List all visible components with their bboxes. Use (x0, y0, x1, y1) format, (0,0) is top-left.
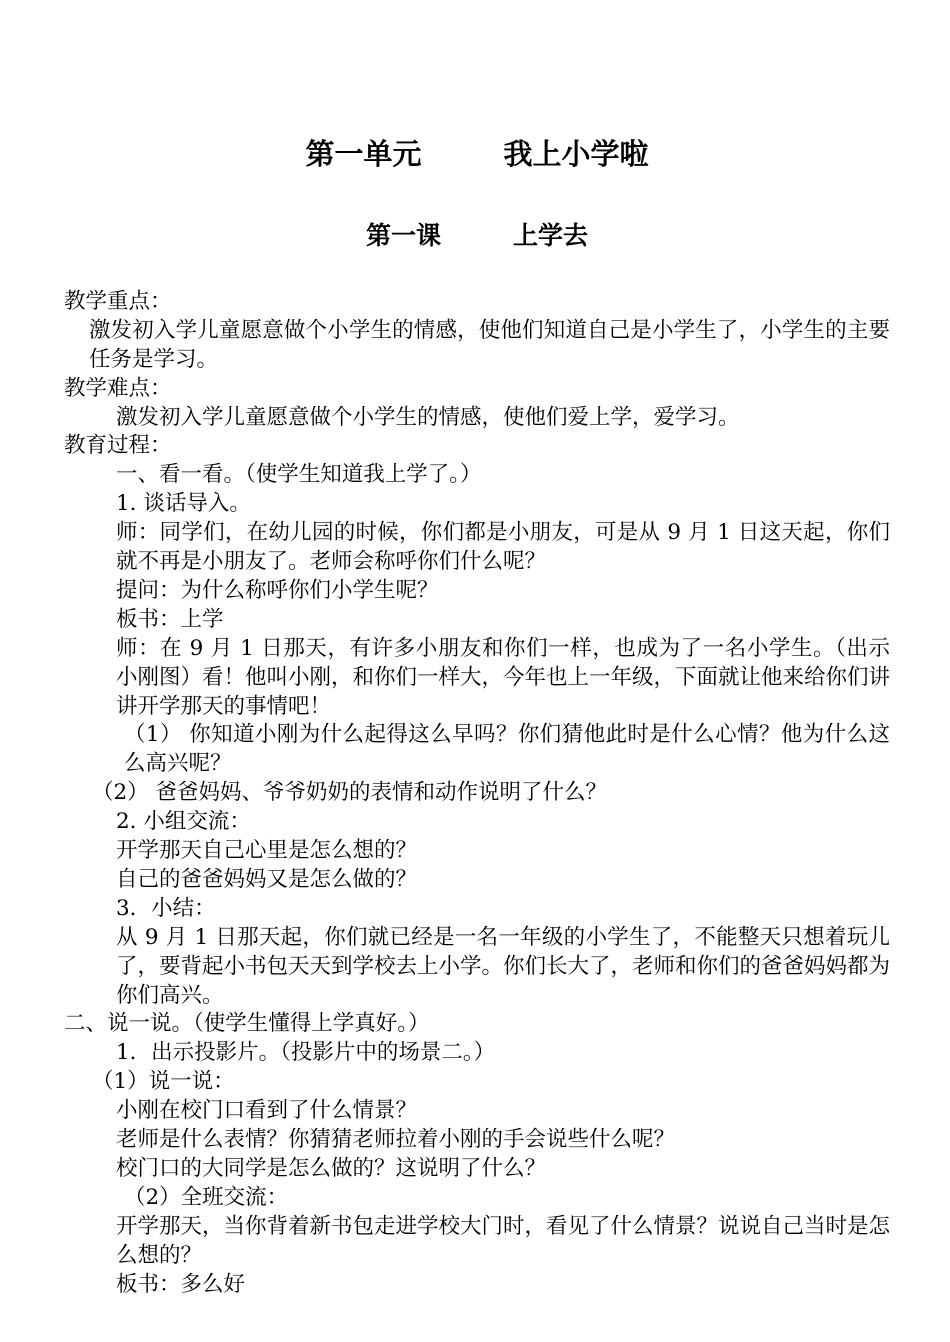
document-page (64, 0, 890, 1342)
unit-title-number: 第一单元 (305, 137, 422, 171)
body-line: （2） 爸爸妈妈、爷爷奶奶的表情和动作说明了什么？ (92, 780, 608, 806)
body-line: 二、说一说。（使学生懂得上学真好。） (64, 1011, 430, 1037)
body-line: 板书：上学 (116, 606, 224, 632)
body-paragraph: 师：在 9 月 1 日那天，有许多小朋友和你们一样，也成为了一名小学生。（出示小刚图）看！他叫小刚，和你们一样大，今年也上一年级，下面就让他来给你们讲讲开学那天的事情吧！ (116, 635, 891, 719)
body-paragraph: （1） 你知道小刚为什么起得这么早吗？你们猜他此时是什么心情？他为什么这么高兴呢？ (124, 722, 890, 777)
lesson-title (64, 218, 890, 254)
body-line: 3．小结： (116, 895, 216, 921)
body-paragraph: 开学那天，当你背着新书包走进学校大门时，看见了什么情景？说说自己当时是怎么想的？ (116, 1213, 891, 1268)
body-paragraph: 从 9 月 1 日那天起，你们就已经是一名一年级的小学生了，不能整天只想着玩儿了，要背起小书包天天到学校去上小学。你们长大了，老师和你们的爸爸妈妈都为你们高兴。 (116, 924, 891, 1008)
body-line: 板书：多么好 (116, 1271, 246, 1297)
body-line: 开学那天自己心里是怎么想的？ (116, 838, 418, 864)
lesson-title-number: 第一课 (365, 221, 441, 250)
body-line: 1. 谈话导入。 (116, 491, 251, 517)
unit-title (64, 134, 890, 174)
lesson-body (64, 288, 890, 1299)
body-line: 教学难点： (64, 375, 172, 401)
body-line: 激发初入学儿童愿意做个小学生的情感，使他们爱上学，爱学习。 (116, 404, 740, 430)
body-line: 老师是什么表情？你猜猜老师拉着小刚的手会说些什么呢？ (116, 1127, 676, 1153)
body-paragraph: 师：同学们，在幼儿园的时候，你们都是小朋友，可是从 9 月 1 日这天起，你们就不再是小朋友了。老师会称呼你们什么呢？ (116, 520, 890, 575)
body-line: 一、看一看。（使学生知道我上学了。） (116, 462, 482, 488)
body-line: 自己的爸爸妈妈又是怎么做的？ (116, 866, 418, 892)
body-line: 提问：为什么称呼你们小学生呢？ (116, 577, 439, 603)
body-paragraph: 激发初入学儿童愿意做个小学生的情感，使他们知道自己是小学生了，小学生的主要任务是学习。 (89, 317, 890, 372)
lesson-title-name: 上学去 (513, 221, 589, 250)
body-line: 1．出示投影片。（投影片中的场景二。） (116, 1040, 496, 1066)
body-line: 校门口的大同学是怎么做的？这说明了什么？ (116, 1155, 547, 1181)
body-line: （1）说一说： (92, 1069, 235, 1095)
body-line: 2. 小组交流： (116, 809, 251, 835)
body-line: 教育过程： (64, 433, 172, 459)
body-line: 小刚在校门口看到了什么情景？ (116, 1098, 418, 1124)
body-line: （2）全班交流： (124, 1184, 289, 1210)
body-line: 教学重点： (64, 289, 172, 314)
unit-title-name: 我上小学啦 (503, 137, 649, 171)
